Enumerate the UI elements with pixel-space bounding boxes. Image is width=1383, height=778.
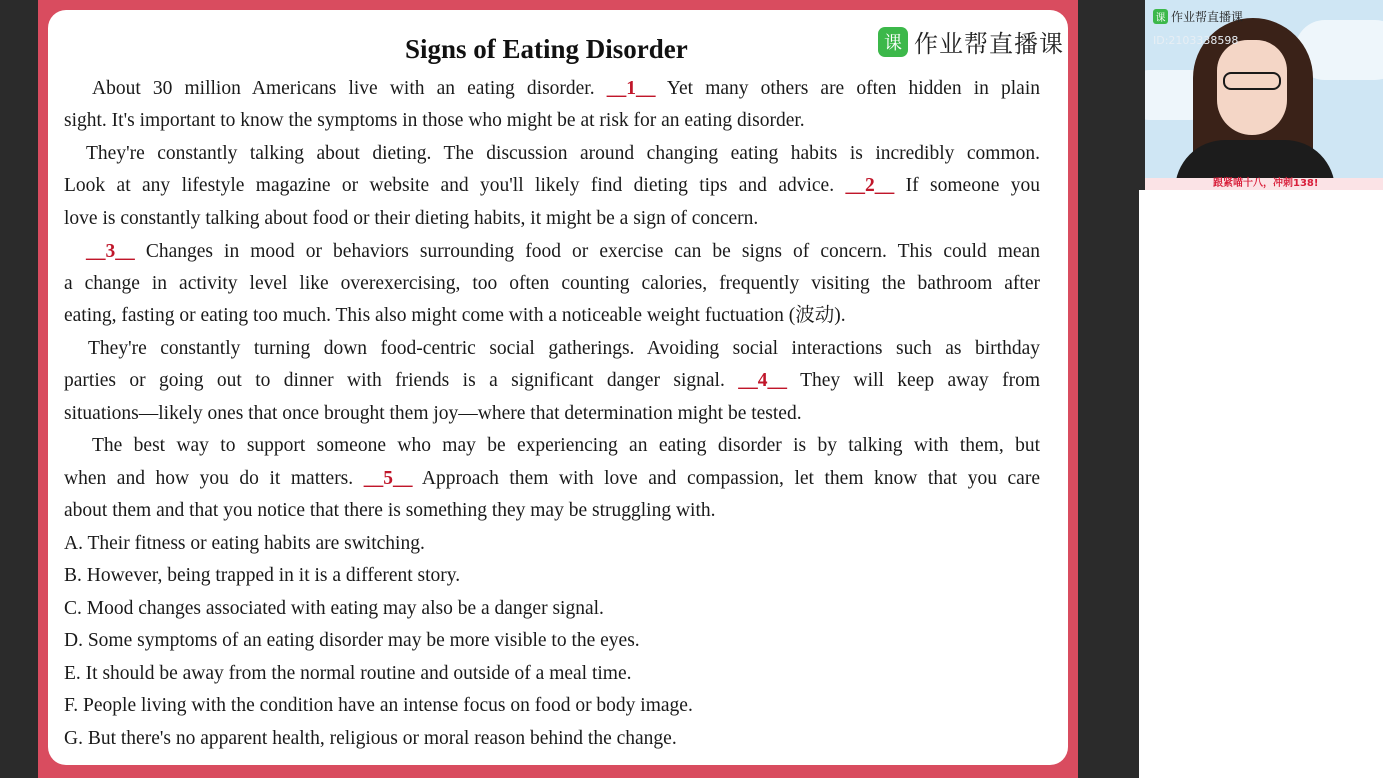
passage-text: situations—likely ones that once brought them joy—where that determination might be tested. [64,403,802,424]
camera-brand-text: 作业帮直播课 [1171,10,1244,24]
option-item: D. Some symptoms of an eating disorder may be more visible to the eyes. [64,630,640,651]
passage-line [64,400,1040,428]
passage-text: eating, fasting or eating too much. This also might come with a noticeable weight fuctuation (波动). [64,305,846,326]
left-dark-strip [0,0,38,778]
passage-text: Approach them with love and compassion, let them know that you care [412,468,1040,489]
passage-line [92,75,1040,103]
passage-text: The best way to support someone who may be experiencing an eating disorder is by talking with them, but [92,435,1040,456]
passage-text: They're constantly talking about dieting. The discussion around changing eating habits is incredibly common. [86,143,1040,164]
slide-title: Signs of Eating Disorder [405,34,688,64]
passage-line [64,107,1040,135]
passage-text: when and how you do it matters. [64,468,364,489]
option-item: F. People living with the condition have an intense focus on food or body image. [64,695,693,716]
passage-text: Yet many others are often hidden in plain [655,78,1040,99]
passage-text: They will keep away from [787,370,1040,391]
option-item: E. It should be away from the normal routine and outside of a meal time. [64,663,632,684]
passage-line [64,172,1040,200]
camera-id: ID:2103338598 [1153,34,1239,47]
answer-blank[interactable]: __1__ [606,78,656,99]
camera-brand-icon: 课 [1153,9,1168,24]
teacher-camera[interactable] [1145,0,1383,190]
passage-text: love is constantly talking about food or their dieting habits, it might be a sign of concern. [64,208,759,229]
option-item: A. Their fitness or eating habits are switching. [64,533,425,554]
brand-logo [878,24,1064,59]
brand-logo-icon: 课 [878,27,908,57]
brand-logo-text: 作业帮直播课 [914,30,1064,58]
passage-line [64,465,1040,493]
passage-text: Changes in mood or behaviors surrounding food or exercise can be signs of concern. This could mean [134,241,1040,262]
passage-text: a change in activity level like overexercising, too often counting calories, frequently visiting the bathroom after [64,273,1040,294]
option-item: G. But there's no apparent health, religious or moral reason behind the change. [64,728,677,749]
passage-text: about them and that you notice that there is something they may be struggling with. [64,500,716,521]
answer-blank[interactable]: __2__ [845,175,895,196]
answer-blank[interactable]: __4__ [738,370,787,391]
camera-brand [1153,8,1243,25]
camera-banner-text: 跟紧喵十八，冲刺138! [1213,178,1319,189]
passage-line [64,302,1040,330]
teacher-glasses [1223,72,1281,90]
passage-line [64,367,1040,395]
passage-text: Look at any lifestyle magazine or website and you'll likely find dieting tips and advice. [64,175,846,196]
option-item: C. Mood changes associated with eating may also be a danger signal. [64,598,604,619]
answer-blank[interactable]: __3__ [86,241,135,262]
passage-text: sight. It's important to know the symptoms in those who might be at risk for an eating disorder. [64,110,805,131]
passage-text: parties or going out to dinner with friends is a significant danger signal. [64,370,739,391]
divider-strip [1078,0,1140,778]
option-item: B. However, being trapped in it is a different story. [64,565,461,586]
passage-text: If someone you [894,175,1040,196]
passage-line [92,432,1040,460]
right-blank-panel [1139,190,1383,778]
passage-line [86,140,1040,168]
passage-text: About 30 million Americans live with an eating disorder. [92,78,607,99]
passage-line [86,238,1040,266]
passage-line [88,335,1040,363]
passage-line [64,205,1040,233]
answer-blank[interactable]: __5__ [363,468,413,489]
passage-line [64,497,1040,525]
passage-line [64,270,1040,298]
passage-text: They're constantly turning down food-centric social gatherings. Avoiding social interactions such as birthday [88,338,1040,359]
